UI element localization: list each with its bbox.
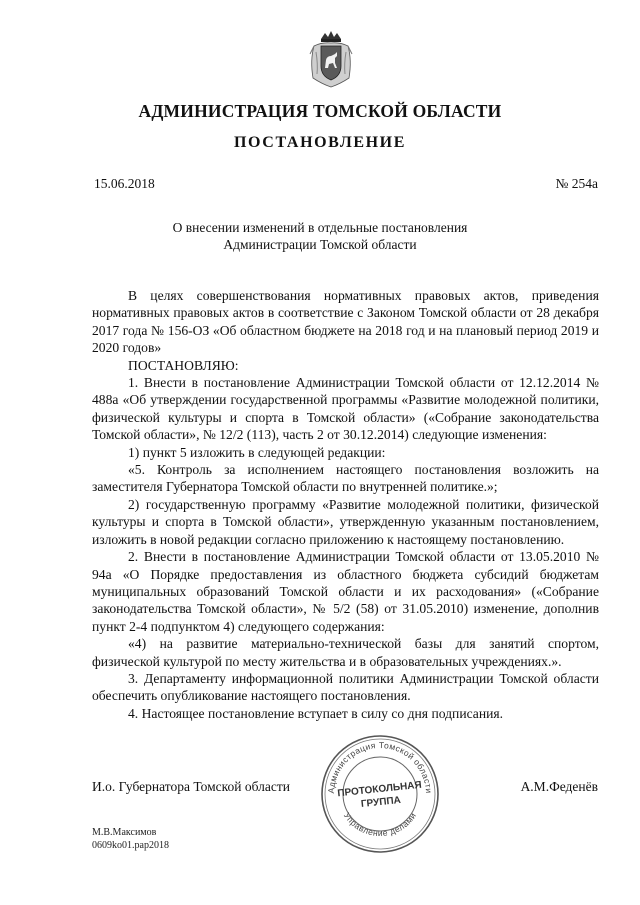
stamp-center-line-2: ГРУППА — [360, 794, 402, 811]
body-paragraph: 4. Настоящее постановление вступает в силу со дня подписания. — [128, 705, 504, 721]
stamp-ring-top: Администрация Томской области — [325, 739, 435, 794]
executor-name: М.В.Максимов — [92, 827, 157, 838]
document-body — [92, 287, 599, 722]
decree-heading: ПОСТАНОВЛЯЮ: — [128, 357, 239, 373]
body-paragraph: 1) пункт 5 изложить в следующей редакции: — [128, 444, 386, 460]
footer-info — [92, 826, 169, 852]
body-paragraph: «4) на развитие материально-технической базы для занятий спортом, физической культурой по месту жительства и в образовательных учреждениях.». — [92, 636, 599, 669]
coat-of-arms-icon — [308, 30, 354, 90]
signer-name: А.М.Феденёв — [520, 779, 598, 794]
document-number: № 254а — [555, 176, 598, 191]
body-paragraph: 1. Внести в постановление Администрации Томской области от 12.12.2014 № 488а «Об утверждении государственной программы «Развитие молодежной политики, физической культуры и спорта в Томской области» («Собрание законодательства Томской области», № 12/2 (113), часть 2 от 30.12.2014) следующие изменения: — [92, 375, 599, 443]
file-code: 0609ko01.pap2018 — [92, 840, 169, 851]
preamble-paragraph: В целях совершенствования нормативных правовых актов, приведения нормативных правовых актов в соответствие с Законом Томской области от 28 декабря 2017 года № 156-ОЗ «Об областном бюджете на 2018 год и на плановый период 2019 и 2020 годов» — [92, 288, 599, 356]
subject-line-1: О внесении изменений в отдельные постановления — [172, 220, 468, 235]
organization-title: АДМИНИСТРАЦИЯ ТОМСКОЙ ОБЛАСТИ — [138, 101, 502, 121]
body-paragraph: 3. Департаменту информационной политики Администрации Томской области обеспечить опубликование настоящего постановления. — [92, 670, 599, 704]
body-paragraph: 2. Внести в постановление Администрации Томской области от 13.05.2010 № 94а «О Порядке предоставления из областного бюджета субсидий бюджетам муниципальных образований Томской области и их расходования» («Собрание законодательства Томской области», № 5/2 (58) от 31.05.2010) изменение, дополнив пункт 2-4 подпунктом 4) следующего содержания: — [92, 549, 599, 634]
signer-title: И.о. Губернатора Томской области — [92, 779, 290, 794]
stamp-center-line-1: ПРОТОКОЛЬНАЯ — [336, 779, 423, 800]
official-stamp — [318, 732, 442, 856]
document-subject — [0, 219, 640, 253]
subject-line-2: Администрации Томской области — [223, 237, 417, 252]
body-paragraph: «5. Контроль за исполнением настоящего постановления возложить на заместителя Губернатора Томской области по внутренней политике.»; — [92, 462, 599, 495]
document-date: 15.06.2018 — [94, 176, 155, 191]
stamp-ring-bottom: Управление делами — [341, 810, 419, 839]
body-paragraph: 2) государственную программу «Развитие молодежной политики, физической культуры и спорта в Томской области», утвержденную указанным постановлением, изложить в новой редакции согласно приложению к настоящему постановлению. — [92, 496, 599, 547]
document-type: ПОСТАНОВЛЕНИЕ — [234, 134, 406, 151]
